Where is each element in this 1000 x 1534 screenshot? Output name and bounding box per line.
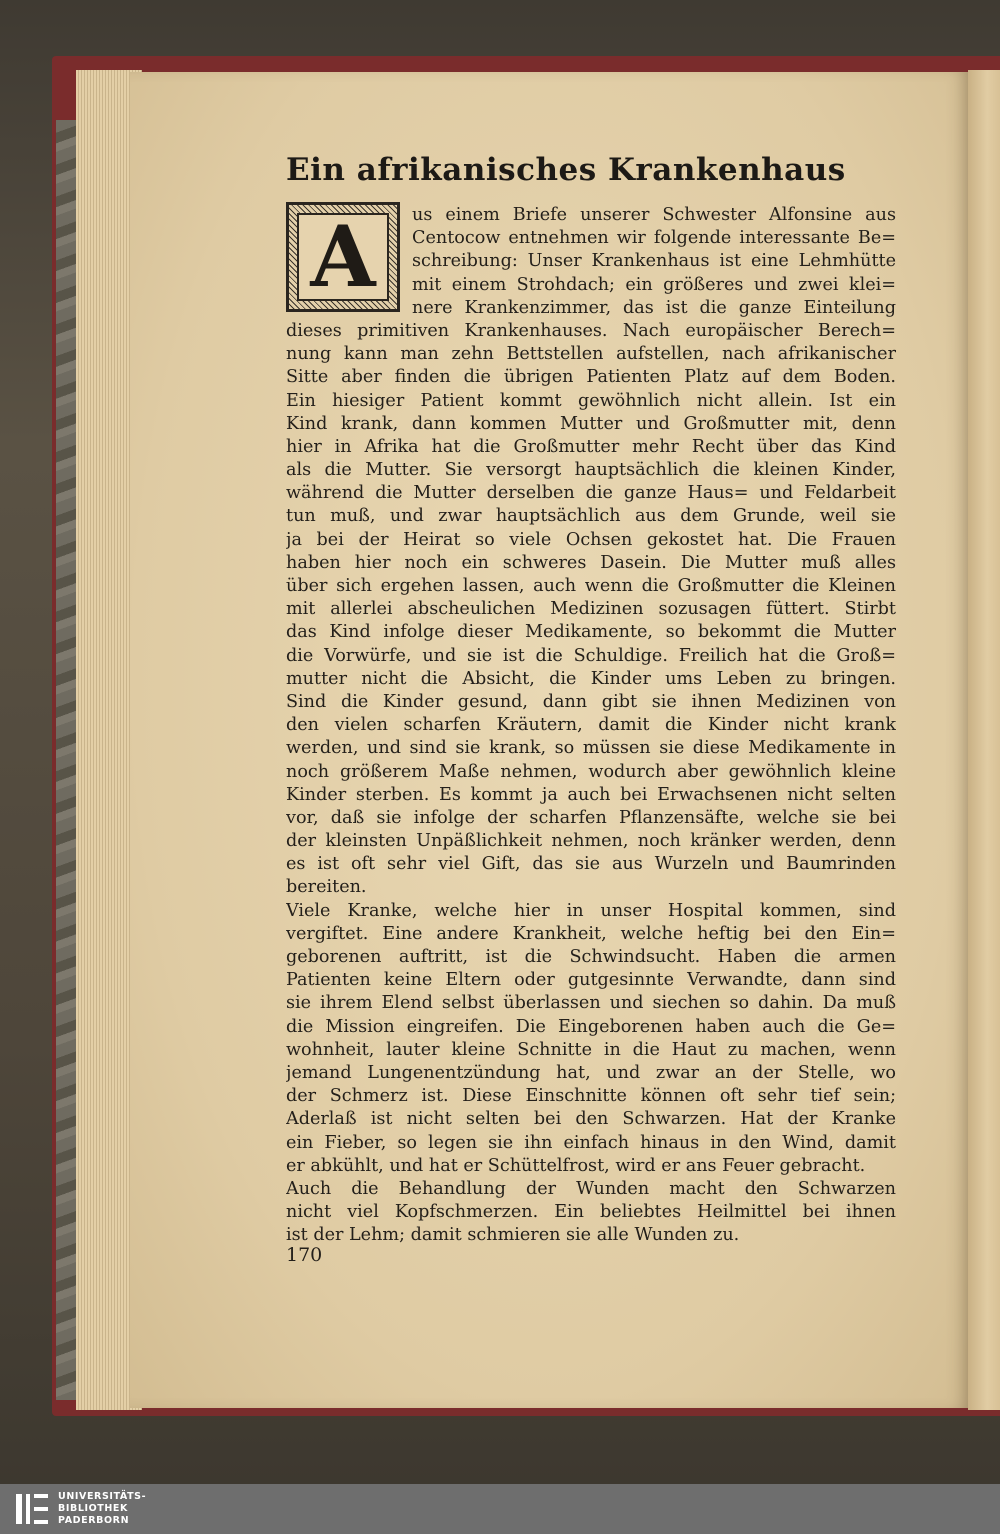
- text-line: Aderlaß ist nicht selten bei den Schwarzen. Hat der Kranke: [286, 1109, 896, 1130]
- text-line: mit allerlei abscheulichen Medizinen sozusagen füttert. Stirbt: [286, 599, 896, 620]
- text-line: haben hier noch ein schweres Dasein. Die Mutter muß alles: [286, 552, 896, 573]
- text-line: es ist oft sehr viel Gift, das sie aus Wurzeln und Baumrinden: [286, 854, 896, 875]
- text-line: Sind die Kinder gesund, dann gibt sie ihnen Medizinen von: [286, 691, 896, 712]
- text-line: der kleinsten Unpäßlichkeit nehmen, noch kränker werden, denn: [286, 831, 896, 852]
- text-line: sie ihrem Elend selbst überlassen und siechen so dahin. Da muß: [286, 993, 896, 1014]
- text-line: mit einem Strohdach; ein größeres und zwei klei=: [412, 274, 896, 295]
- text-line: vergiftet. Eine andere Krankheit, welche heftig bei den Ein=: [286, 923, 896, 944]
- text-line: Patienten keine Eltern oder gutgesinnte Verwandte, dann sind: [286, 970, 896, 991]
- library-name: [58, 1491, 146, 1527]
- text-line: das Kind infolge dieser Medikamente, so bekommt die Mutter: [286, 622, 896, 643]
- text-line: dieses primitiven Krankenhauses. Nach europäischer Berech=: [286, 320, 896, 341]
- text-line: als die Mutter. Sie versorgt hauptsächlich die kleinen Kinder,: [286, 460, 896, 481]
- text-line: Kinder sterben. Es kommt ja auch bei Erwachsenen nicht selten: [286, 784, 896, 805]
- text-line: noch größerem Maße nehmen, wodurch aber gewöhnlich kleine: [286, 761, 896, 782]
- text-line: wohnheit, lauter kleine Schnitte in die Haut zu machen, wenn: [286, 1039, 896, 1060]
- text-line: mutter nicht die Absicht, die Kinder ums Leben zu bringen.: [286, 668, 896, 689]
- text-line: vor, daß sie infolge der scharfen Pflanzensäfte, welche sie bei: [286, 807, 896, 828]
- library-name-line: PADERBORN: [58, 1515, 130, 1526]
- text-line: tun muß, und zwar hauptsächlich aus dem Grunde, weil sie: [286, 506, 896, 527]
- text-line: die Vorwürfe, und sie ist die Schuldige. Freilich hat die Groß=: [286, 645, 896, 666]
- text-line: bereiten.: [286, 877, 367, 898]
- facing-page-edge: [968, 70, 1000, 1410]
- text-line: schreibung: Unser Krankenhaus ist eine Lehmhütte: [412, 251, 896, 272]
- text-line: nere Krankenzimmer, das ist die ganze Einteilung: [412, 297, 896, 318]
- library-footer: [0, 1484, 1000, 1534]
- article-body: [286, 204, 896, 1247]
- text-line: er abkühlt, und hat er Schüttelfrost, wird er ans Feuer gebracht.: [286, 1155, 866, 1176]
- text-line: der Schmerz ist. Diese Einschnitte können oft sehr tief sein;: [286, 1086, 896, 1107]
- text-line: hier in Afrika hat die Großmutter mehr Recht über das Kind: [286, 436, 896, 457]
- library-logo-icon: [14, 1492, 50, 1526]
- text-line: während die Mutter derselben die ganze Haus= und Feldarbeit: [286, 483, 896, 504]
- text-line: Viele Kranke, welche hier in unser Hospital kommen, sind: [286, 900, 896, 921]
- text-line: die Mission eingreifen. Die Eingeborenen haben auch die Ge=: [286, 1016, 896, 1037]
- text-line: über sich ergehen lassen, auch wenn die Großmutter die Kleinen: [286, 576, 896, 596]
- text-line: ja bei der Heirat so viele Ochsen gekostet hat. Die Frauen: [286, 529, 896, 550]
- text-line: nicht viel Kopfschmerzen. Ein beliebtes Heilmittel bei ihnen: [286, 1202, 896, 1223]
- text-line: Ein hiesiger Patient kommt gewöhnlich nicht allein. Ist ein: [286, 390, 896, 411]
- text-line: Sitte aber finden die übrigen Patienten Platz auf dem Boden.: [286, 367, 896, 388]
- body-lines: [286, 320, 896, 1248]
- text-line: Auch die Behandlung der Wunden macht den Schwarzen: [286, 1178, 896, 1199]
- text-line: ist der Lehm; damit schmieren sie alle Wunden zu.: [286, 1225, 740, 1246]
- text-line: nung kann man zehn Bettstellen aufstellen, nach afrikanischer: [286, 344, 896, 365]
- text-line: Centocow entnehmen wir folgende interessante Be=: [412, 228, 896, 249]
- text-line: den vielen scharfen Kräutern, damit die Kinder nicht krank: [286, 715, 896, 736]
- article-title: Ein afrikanisches Krankenhaus: [286, 152, 846, 188]
- drop-cap-letter: A: [310, 207, 376, 306]
- library-name-line: UNIVERSITÄTS-: [58, 1491, 147, 1502]
- text-line: geborenen auftritt, ist die Schwindsucht. Haben die armen: [286, 947, 896, 967]
- text-line: Kind krank, dann kommen Mutter und Großmutter mit, denn: [286, 413, 896, 434]
- text-line: ein Fieber, so legen sie ihn einfach hinaus in den Wind, damit: [286, 1132, 896, 1153]
- page-number: 170: [286, 1244, 323, 1266]
- text-line: werden, und sind sie krank, so müssen sie diese Medikamente in: [286, 738, 896, 759]
- library-name-line: BIBLIOTHEK: [58, 1503, 128, 1514]
- text-line: us einem Briefe unserer Schwester Alfonsine aus: [412, 205, 896, 225]
- text-line: jemand Lungenentzündung hat, und zwar an der Stelle, wo: [286, 1062, 896, 1083]
